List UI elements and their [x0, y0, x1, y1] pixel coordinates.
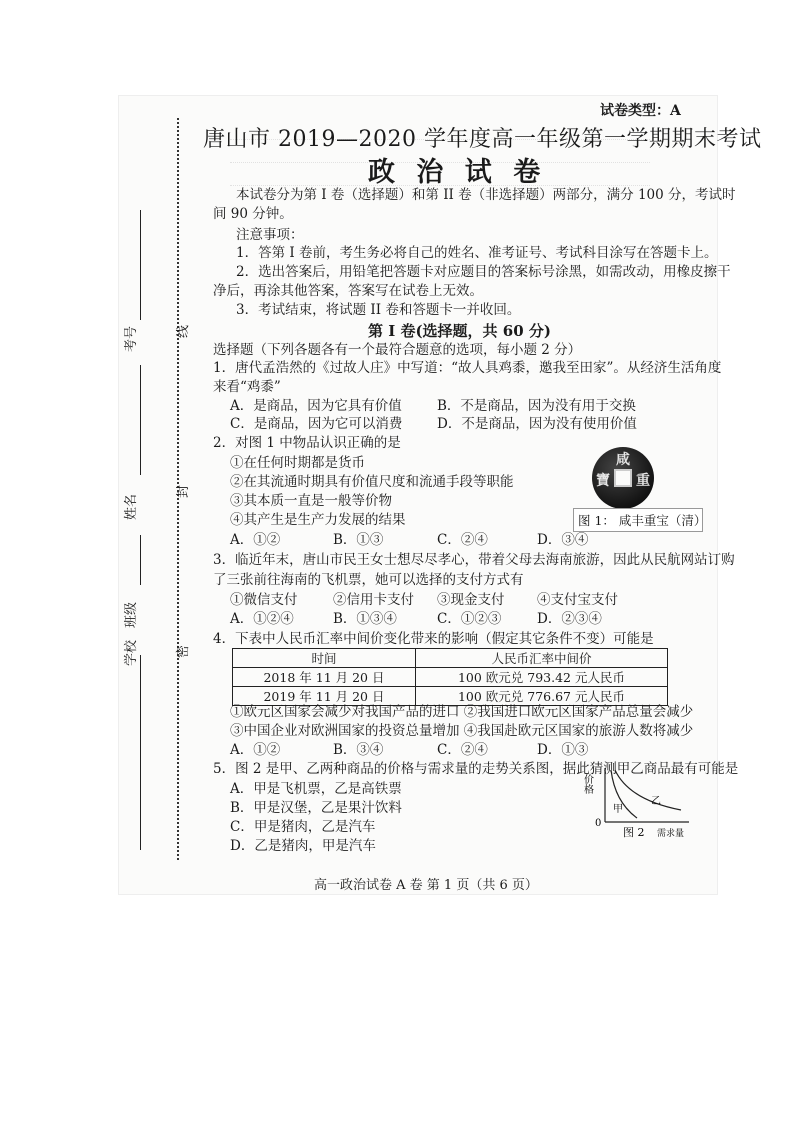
table-cell-rate: 100 欧元兑 776.67 元人民币 [415, 687, 667, 706]
q3-method-4: ④支付宝支付 [537, 592, 618, 608]
q4-option-b: B．③④ [333, 742, 384, 758]
chart-origin: 0 [595, 818, 602, 829]
coin-image [592, 447, 654, 509]
table-row [233, 668, 668, 687]
q4-statements-34: ③中国企业对欧洲国家的投资总量增加 ④我国赴欧元区国家的旅游人数将减少 [230, 723, 694, 739]
q3-method-3: ③现金支付 [437, 592, 505, 608]
q2-stem-visible: 2．对图 1 中物品认识正确的是 [213, 435, 401, 451]
q1-option-a: A．是商品，因为它具有价值 [230, 398, 402, 414]
q2-statement-3: ③其本质一直是一般等价物 [230, 493, 392, 509]
q3-option-b: B．①③④ [333, 611, 397, 627]
q5-option-a: A．甲是飞机票，乙是高铁票 [230, 781, 402, 797]
q1-stem-2: 来看“鸡黍” [213, 379, 281, 395]
q5-option-c: C．甲是猪肉，乙是汽车 [230, 819, 376, 835]
margin-label-xingming: 姓名 [124, 493, 139, 520]
section-1-title: 第 I 卷(选择题，共 60 分) [368, 322, 551, 340]
intro-line-1: 本试卷分为第 I 卷（选择题）和第 II 卷（非选择题）两部分，满分 100 分，考试时 [236, 187, 736, 203]
q1-option-d: D．不是商品，因为没有使用价值 [437, 416, 637, 432]
table-header-rate: 人民币汇率中间价 [415, 649, 667, 668]
q3-option-d: D．②③④ [537, 611, 602, 627]
q4-option-a: A．①② [230, 742, 281, 758]
q1-stem-1: 1．唐代孟浩然的《过故人庄》中写道：“故人具鸡黍，邀我至田家”。从经济生活角度 [213, 360, 722, 376]
exam-subject-title: 政 治 试 卷 [368, 157, 547, 188]
page-footer: 高一政治试卷 A 卷 第 1 页（共 6 页） [314, 878, 538, 893]
q2-option-a: A．①② [230, 532, 281, 548]
q4-option-c: C．②④ [437, 742, 488, 758]
figure-2-chart [581, 762, 695, 842]
chart-series-yi-label: 乙 [651, 796, 661, 807]
q2-statement-4: ④其产生是生产力发展的结果 [230, 512, 406, 528]
exchange-rate-table [232, 648, 668, 706]
table-cell-rate: 100 欧元兑 793.42 元人民币 [415, 668, 667, 687]
q2-option-b: B．①③ [333, 532, 384, 548]
seal-char-feng: 封 [176, 484, 191, 498]
q4-stem: 4．下表中人民币汇率中间价变化带来的影响（假定其它条件不变）可能是 [213, 631, 654, 647]
paper-type-label: 试卷类型：A [600, 103, 681, 119]
q5-option-d: D．乙是猪肉，甲是汽车 [230, 838, 376, 854]
coin-char-top: 咸 [616, 452, 630, 468]
notes-title: 注意事项： [236, 227, 304, 243]
q4-option-d: D．①③ [537, 742, 589, 758]
kaohao-underline [140, 210, 141, 320]
q5-option-b: B．甲是汉堡，乙是果汁饮料 [230, 800, 402, 816]
q3-method-2: ②信用卡支付 [333, 592, 414, 608]
margin-label-xuexiao: 学校 [124, 639, 139, 666]
note-2a: 2．选出答案后，用铅笔把答题卡对应题目的答案标号涂黑，如需改动，用橡皮擦干 [236, 264, 731, 280]
margin-label-banji: 班级 [124, 601, 139, 628]
exam-title: 唐山市 2019—2020 学年度高一年级第一学期期末考试 [203, 127, 762, 152]
chart-series-jia-label: 甲 [613, 804, 623, 815]
note-1: 1．答第 I 卷前，考生务必将自己的姓名、准考证号、考试科目涂写在答题卡上。 [236, 245, 718, 261]
q4-statements-12: ①欧元区国家会减少对我国产品的进口 ②我国进口欧元区国家产品总量会减少 [230, 704, 694, 720]
note-2b: 净后，再涂其他答案，答案写在试卷上无效。 [213, 283, 483, 299]
xuexiao-underline [140, 655, 141, 850]
q2-statement-1: ①在任何时期都是货币 [230, 455, 365, 471]
coin-char-left: 寶 [596, 473, 610, 489]
q5-stem: 5．图 2 是甲、乙两种商品的价格与需求量的走势关系图，据此猜测甲乙商品最有可能是 [213, 761, 739, 777]
table-header-time: 时间 [233, 649, 416, 668]
q3-method-1: ①微信支付 [230, 592, 298, 608]
q3-option-a: A．①②④ [230, 611, 294, 627]
note-3: 3．考试结束，将试题 II 卷和答题卡一并收回。 [236, 302, 521, 318]
banji-underline [140, 535, 141, 585]
q2-statement-2: ②在其流通时期具有价值尺度和流通手段等职能 [230, 474, 514, 490]
chart-xlabel: 需求量 [657, 829, 685, 839]
chart-ylabel: 价格 [581, 774, 593, 794]
figure-1-caption: 图 1： 咸丰重宝（清） [578, 513, 707, 528]
q1-option-b: B．不是商品，因为没有用于交换 [437, 398, 636, 414]
coin-square-hole [614, 469, 632, 487]
coin-char-right: 重 [636, 473, 650, 489]
table-cell-date: 2018 年 11 月 20 日 [233, 668, 416, 687]
chart-caption: 图 2 [623, 826, 645, 839]
q2-option-d: D．③④ [537, 532, 589, 548]
q3-option-c: C．①②③ [437, 611, 502, 627]
seal-char-mi: 密 [176, 644, 191, 658]
xingming-underline [140, 365, 141, 475]
q1-option-c: C．是商品，因为它可以消费 [230, 416, 403, 432]
section-1-instruction: 选择题（下列各题各有一个最符合题意的选项，每小题 2 分） [213, 342, 582, 358]
margin-label-kaohao: 考号 [124, 325, 139, 352]
q3-stem-1: 3．临近年末，唐山市民王女士想尽尽孝心，带着父母去海南旅游，因此从民航网站订购 [213, 552, 735, 568]
intro-line-2: 间 90 分钟。 [213, 206, 293, 222]
seal-char-xian: 线 [176, 324, 191, 338]
q2-option-c: C．②④ [437, 532, 488, 548]
table-cell-date: 2019 年 11 月 20 日 [233, 687, 416, 706]
table-header-row [233, 649, 668, 668]
chart-series-yi-curve [615, 770, 681, 810]
q3-stem-2: 了三张前往海南的飞机票，她可以选择的支付方式有 [213, 572, 524, 588]
